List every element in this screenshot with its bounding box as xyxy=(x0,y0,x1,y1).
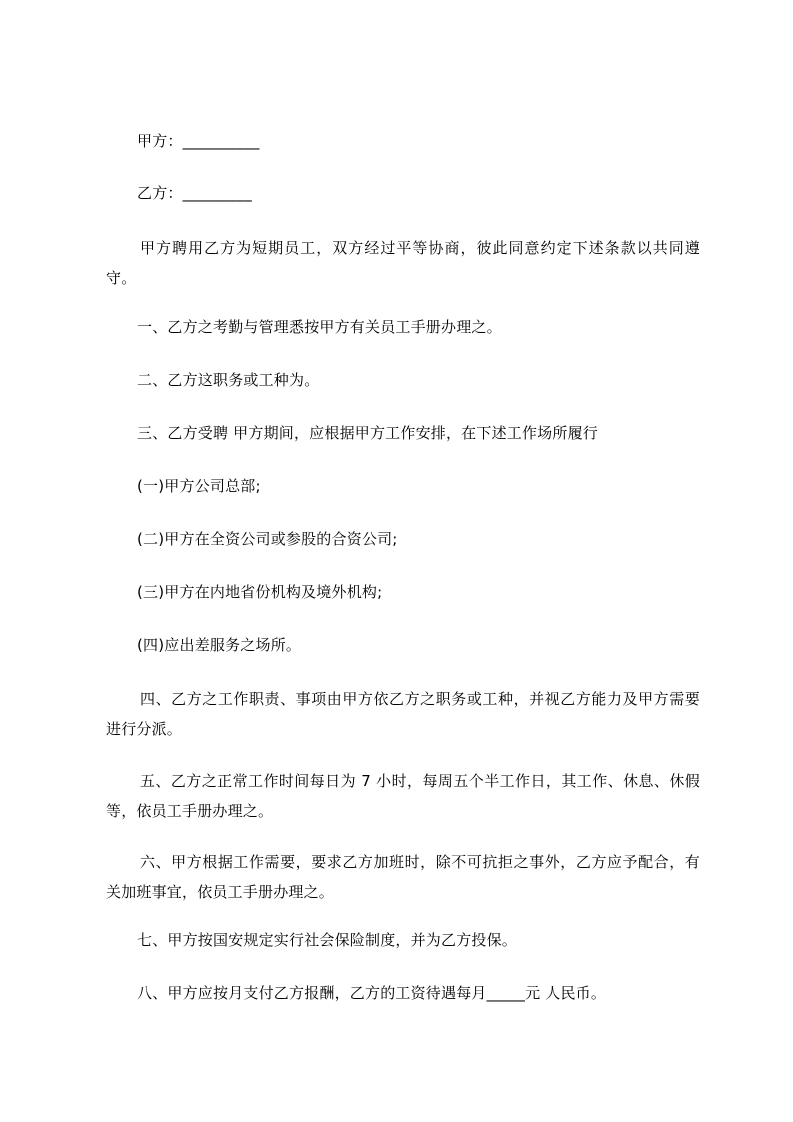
party-b-label: 乙方： xyxy=(137,184,183,202)
clause-3-item-4: (四)应出差服务之场所。 xyxy=(137,636,302,654)
clause-3: 三、乙方受聘 甲方期间，应根据甲方工作安排，在下述工作场所履行 xyxy=(137,424,598,442)
clause-5: 五、乙方之正常工作时间每日为 7 小时，每周五个半工作日，其工作、休息、休假等，依员工手册办理之。 xyxy=(106,772,700,820)
clause-8-prefix: 八、甲方应按月支付乙方报酬，乙方的工资待遇每月 xyxy=(137,984,487,1002)
clause-8-suffix: 元 人民币。 xyxy=(525,984,607,1002)
clause-1: 一、乙方之考勤与管理悉按甲方有关员工手册办理之。 xyxy=(137,318,502,336)
party-a-line xyxy=(137,131,260,151)
clause-3-item-2: (二)甲方在全资公司或参股的合资公司; xyxy=(137,530,398,548)
clause-2: 二、乙方这职务或工种为。 xyxy=(137,371,320,389)
party-b-line xyxy=(137,183,252,203)
clause-7: 七、甲方按国安规定实行社会保险制度，并为乙方投保。 xyxy=(137,931,518,949)
party-a-blank: __________ xyxy=(182,132,260,150)
clause-8 xyxy=(137,983,606,1003)
salary-blank: _____ xyxy=(486,984,526,1002)
party-a-label: 甲方： xyxy=(137,132,183,150)
clause-3-item-1: (一)甲方公司总部; xyxy=(137,477,261,495)
clause-3-item-3: (三)甲方在内地省份机构及境外机构; xyxy=(137,583,383,601)
clause-4: 四、乙方之工作职责、事项由甲方依乙方之职务或工种，并视乙方能力及甲方需要进行分派。 xyxy=(106,690,700,738)
clause-6: 六、甲方根据工作需要，要求乙方加班时，除不可抗拒之事外，乙方应予配合，有关加班事宜，依员工手册办理之。 xyxy=(106,853,700,901)
intro-paragraph: 甲方聘用乙方为短期员工，双方经过平等协商，彼此同意约定下述条款以共同遵守。 xyxy=(106,239,700,287)
party-b-blank: _________ xyxy=(182,184,252,202)
